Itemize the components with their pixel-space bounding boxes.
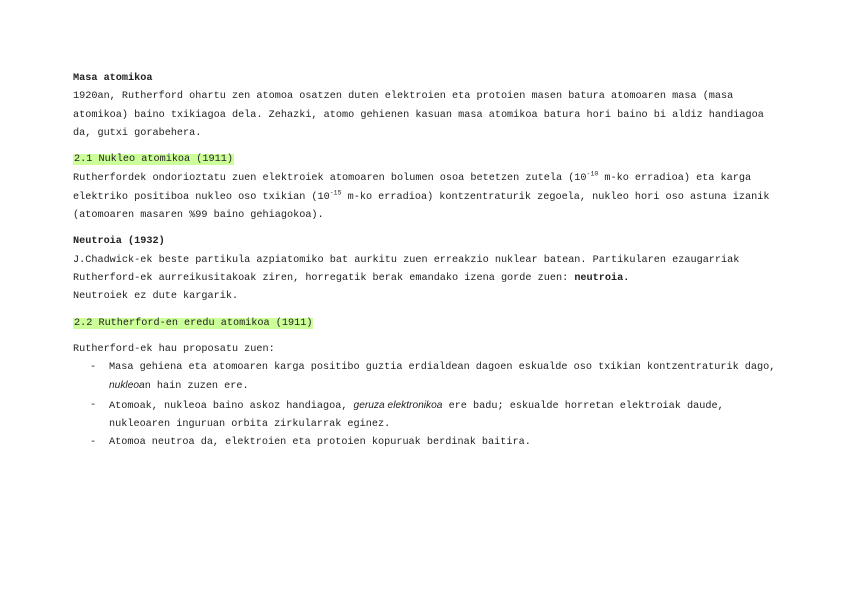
list-item-text-end: n hain zuzen ere. xyxy=(144,381,249,393)
nukleo-text-3: m-ko erradioa) kontzentraturik zegoela, nukleo hori oso astuna izanik (atomoaren masaren %99 baino gehiagokoa). xyxy=(73,191,770,222)
nukleo-exponent-2: -15 xyxy=(329,189,342,197)
list-item xyxy=(90,397,783,435)
heading-neutroia: Neutroia (1932) xyxy=(73,236,165,248)
list-item-text: Masa gehiena eta atomoaren karga positibo guztia erdialdean dagoen eskualde oso txikian kontzentraturik dago, xyxy=(109,362,776,374)
paragraph-neutroia xyxy=(73,252,783,289)
list-item-italic: nukleoa xyxy=(109,380,145,392)
neutroia-text: J.Chadwick-ek beste partikula azpiatomiko bat aurkitu zuen erreakzio nuklear batean. Partikularen ezaugarriak Rutherford-ek aurreikusitakoak ziren, horregatik berak emandako izena gorde zuen: xyxy=(73,254,740,284)
neutroia-bold-term: neutroia. xyxy=(574,272,630,284)
paragraph-eredu-intro: Rutherford-ek hau proposatu zuen: xyxy=(73,343,275,355)
eredu-list xyxy=(90,359,783,452)
list-item xyxy=(90,434,783,452)
list-item-italic: geruza elektronikoa xyxy=(353,399,443,411)
list-item-text: Atomoa neutroa da, elektroien eta protoien kopuruak berdinak baitira. xyxy=(109,437,531,449)
list-item xyxy=(90,359,783,397)
list-item-text-end: ere badu; eskualde horretan elektroiak daude, nukleoaren inguruan orbita zirkularrak eginez. xyxy=(109,400,724,431)
paragraph-neutroia-2: Neutroiek ez dute kargarik. xyxy=(73,291,239,303)
paragraph-nukleo-atomikoa xyxy=(73,170,783,225)
list-item-text: Atomoak, nukleoa baino askoz handiagoa, xyxy=(109,400,354,412)
heading-masa-atomikoa: Masa atomikoa xyxy=(73,73,153,84)
list-dash: - xyxy=(90,437,97,449)
section-heading-eredu xyxy=(73,315,783,333)
paragraph-masa-atomikoa: 1920an, Rutherford ohartu zen atomoa osatzen duten elektroien eta protoien masen batura atomoaren masa (masa atomikoa) baino txikiagoa dela. Zehazki, atomo gehienen kasuan masa atomikoa batura hori baino bi aldiz handiagoa da, gutxi gorabehera. xyxy=(73,91,764,139)
highlighted-heading-rutherford-eredu: 2.2 Rutherford-en eredu atomikoa (1911) xyxy=(74,317,313,329)
highlighted-heading-nukleo-atomikoa: 2.1 Nukleo atomikoa (1911) xyxy=(74,154,233,166)
section-heading-nukleo xyxy=(73,151,783,169)
nukleo-text-2: m-ko erradioa) eta karga elektriko positiboa nukleo oso txikian (10 xyxy=(73,173,752,203)
nukleo-exponent-1: -10 xyxy=(586,171,599,179)
list-dash: - xyxy=(90,399,97,411)
document-content xyxy=(73,70,783,453)
nukleo-text-1: Rutherfordek ondorioztatu zuen elektroiek atomoaren bolumen osoa betetzen zutela (10 xyxy=(73,173,587,185)
list-dash: - xyxy=(90,362,97,374)
